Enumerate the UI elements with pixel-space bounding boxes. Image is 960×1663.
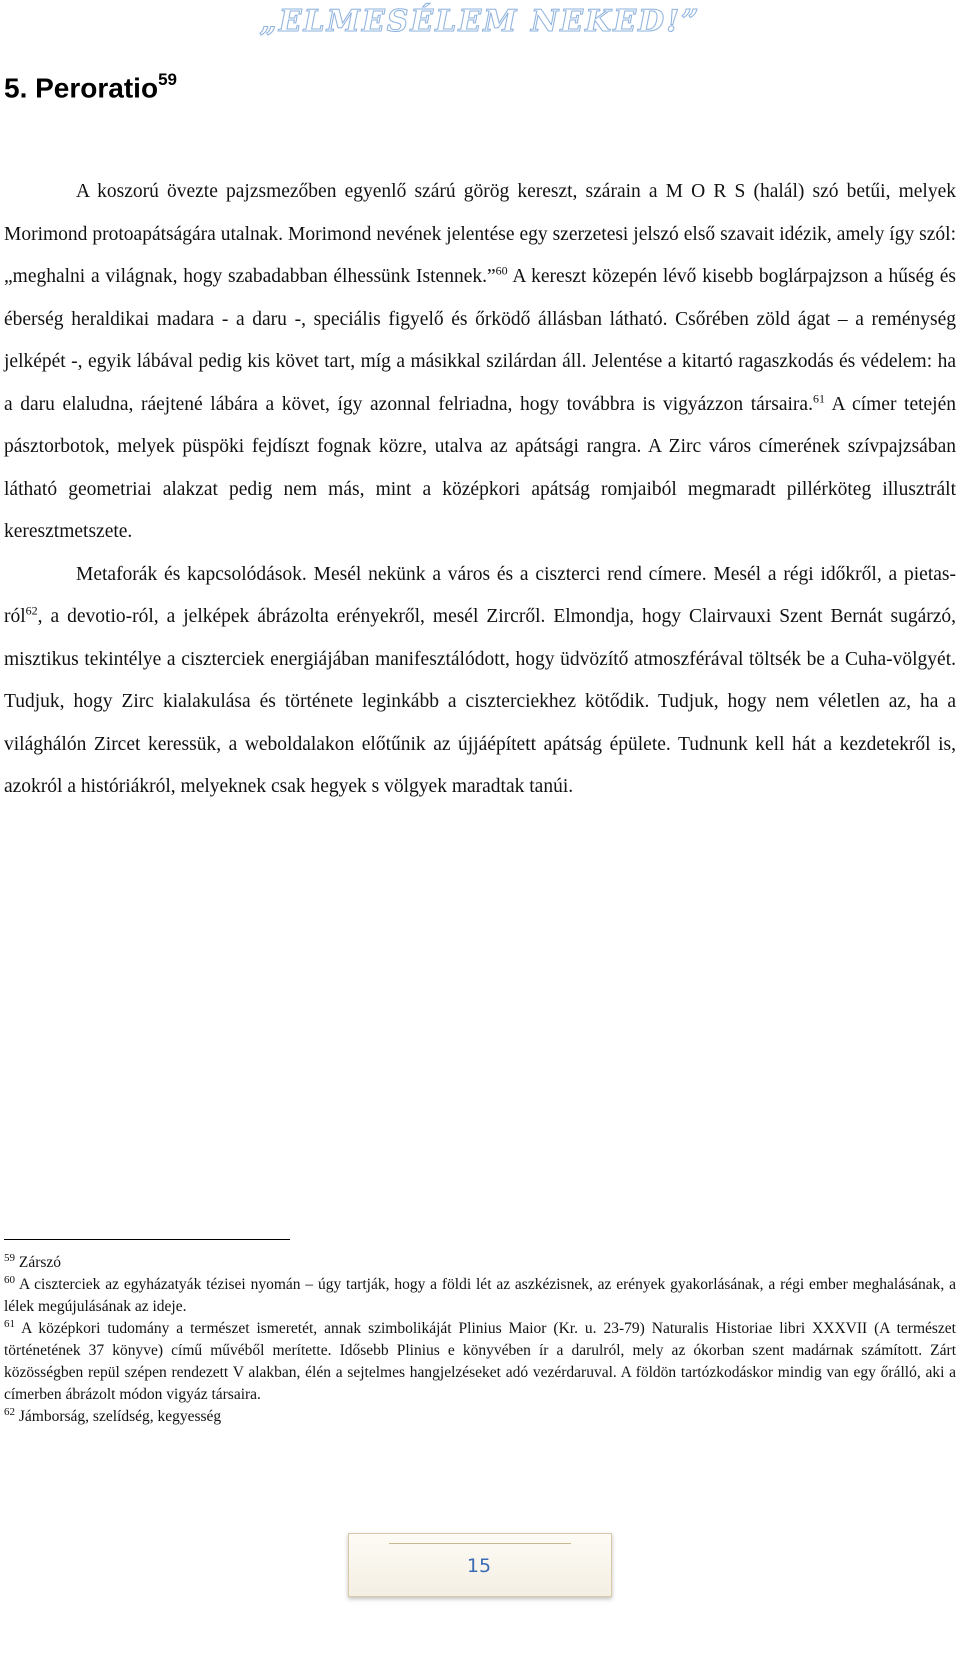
footnote <box>4 1252 956 1274</box>
footnote-ref: 59 <box>158 70 177 89</box>
footnote-divider <box>4 1239 290 1240</box>
footnote-text: Jámborság, szelídség, kegyesség <box>18 1408 222 1425</box>
footnote-number: 60 <box>4 1273 15 1286</box>
footnote-text: A középkori tudomány a természet ismeretét, annak szimbolikáját Plinius Maior (Kr. u. 23-79) Naturalis Historiae libri XXXVII (A természet történetének 37 könyve) című művéből merítette. Idősebb Plinius e könyvében ír a darulról, mely az ókorban szent madárnak számított. Zárt közösségben repül szépen rendezett V alakban, élén a sejtelmes hangjelzéseket adó vezérdaruval. A földön tartózkodáskor mindig van egy őrálló, aki a címerben ábrázolt módon vigyáz társaira. <box>4 1320 956 1403</box>
footnote-ref: 60 <box>495 263 508 278</box>
footnote <box>4 1318 956 1406</box>
paragraph-text: Metaforák és kapcsolódások. Mesél nekünk a város és a ciszterci rend címere. Mesél a régi időkről, a pietas-ról <box>4 563 956 627</box>
footnote-text: Zárszó <box>18 1254 62 1271</box>
footnote <box>4 1274 956 1318</box>
paragraph-text: A koszorú övezte pajzsmezőben egyenlő szárú görög kereszt, szárain a M O R S (halál) szó betűi, melyek Morimond protoapátságára utalnak. Morimond nevének jelentése egy szerzetesi jelszó első szavait idézik, amely így szól: „meghalni a világnak, hogy szabadabban élhessünk Istennek.” <box>4 181 956 287</box>
paragraph-text: A címer tetején pásztorbotok, melyek püspöki fejdíszt fognak közre, utalva az apátsági rangra. A Zirc város címerének szívpajzsában látható geometriai alakzat pedig nem más, mint a középkori apátság romjaiból megmaradt pillérköteg illusztrált keresztmetszete. <box>4 393 957 542</box>
footnote-number: 61 <box>4 1317 15 1330</box>
footnote-ref: 62 <box>25 603 38 618</box>
footnotes <box>4 1252 956 1428</box>
page-number: 15 <box>466 1555 492 1577</box>
section-title: 5. Peroratio <box>4 72 159 104</box>
paragraph <box>4 171 956 554</box>
footnote-text: A ciszterciek az egyházatyák tézisei nyomán – úgy tartják, hogy a földi lét az aszkézisnek, az erények gyakorlásának, a régi ember meghalásának, a lélek megújulásának az ideje. <box>4 1276 956 1315</box>
running-header: „ELMESÉLEM NEKED!” <box>259 4 701 39</box>
section-heading <box>4 72 177 104</box>
footnote-number: 59 <box>4 1251 15 1264</box>
paragraph-text: , a devotio-ról, a jelképek ábrázolta erényekről, mesél Zircről. Elmondja, hogy Clairvauxi Szent Bernát sugárzó, misztikus tekintélye a ciszterciek energiájában manifesztálódott, hogy üdvözítő atmoszférával töltsék be a Cuha-völgyét. Tudjuk, hogy Zirc kialakulása és története leginkább a ciszterciekhez kötődik. Tudjuk, hogy nem véletlen az, ha a világhálón Zircet keressük, a weboldalakon előtűnik az újjáépített apátság épülete. Tudnunk kell hát a kezdetekről is, azokról a históriákról, melyeknek csak hegyek s völgyek maradtak tanúi. <box>4 606 956 797</box>
footnote-number: 62 <box>4 1405 15 1418</box>
paragraph <box>4 554 956 809</box>
body-text <box>4 171 956 809</box>
footnote <box>4 1406 956 1428</box>
footnote-ref: 61 <box>812 391 825 405</box>
paragraph-text: A kereszt közepén lévő kisebb boglárpajzson a hűség és éberség heraldikai madara - a daru -, speciális figyelő és őrködő állásban látható. Csőrében zöld ágat – a reménység jelképét -, egyik lábával pedig kis követ tart, míg a másikkal szilárdan áll. Jelentése a kitartó ragaszkodás és védelem: ha a daru elaludna, ráejtené lábára a követ, így azonnal felriadna, hogy továbbra is vigyázzon társaira. <box>4 266 956 415</box>
